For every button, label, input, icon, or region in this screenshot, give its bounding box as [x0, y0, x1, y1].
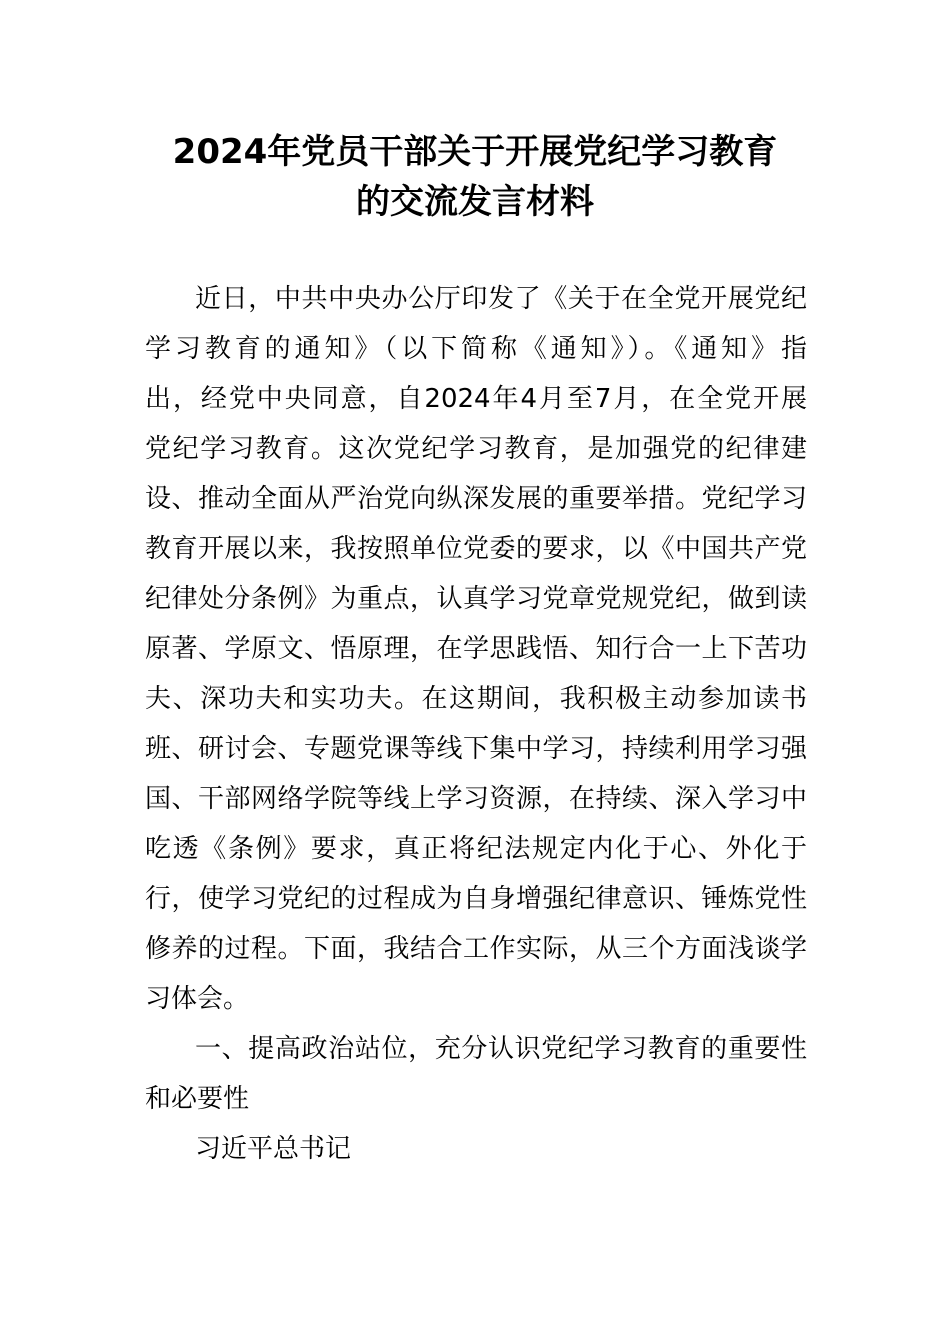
body-line: 设、推动全面从严治党向纵深发展的重要举措。党纪学习: [145, 484, 807, 514]
body-line: 行，使学习党纪的过程成为自身增强纪律意识、锤炼党性: [145, 884, 807, 914]
body-line-last: 习近平总书记: [195, 1134, 352, 1164]
body-line: 夫、深功夫和实功夫。在这期间，我积极主动参加读书: [145, 684, 807, 714]
section-heading-line-2: 和必要性: [145, 1084, 250, 1114]
document-title-line-2: 的交流发言材料: [356, 182, 594, 222]
body-line: 学习教育的通知》（以下简称《通知》）。《通知》指: [145, 334, 807, 364]
section-heading-line-1: 一、提高政治站位，充分认识党纪学习教育的重要性: [195, 1034, 807, 1064]
document-title-line-1: 2024年党员干部关于开展党纪学习教育: [172, 132, 778, 172]
body-line: 党纪学习教育。这次党纪学习教育，是加强党的纪律建: [145, 434, 807, 464]
body-line: 教育开展以来，我按照单位党委的要求，以《中国共产党: [145, 534, 807, 564]
body-line: 吃透《条例》要求，真正将纪法规定内化于心、外化于: [145, 834, 807, 864]
body-line: 纪律处分条例》为重点，认真学习党章党规党纪，做到读: [145, 584, 807, 614]
body-line: 出，经党中央同意，自2024年4月至7月，在全党开展: [145, 384, 807, 414]
body-line: 国、干部网络学院等线上学习资源，在持续、深入学习中: [145, 784, 807, 814]
body-line: 班、研讨会、专题党课等线下集中学习，持续利用学习强: [145, 734, 807, 764]
body-line: 原著、学原文、悟原理，在学思践悟、知行合一上下苦功: [145, 634, 807, 664]
body-line: 修养的过程。下面，我结合工作实际，从三个方面浅谈学: [145, 934, 807, 964]
body-line: 习体会。: [145, 984, 250, 1014]
body-line: 近日，中共中央办公厅印发了《关于在全党开展党纪: [195, 284, 807, 314]
